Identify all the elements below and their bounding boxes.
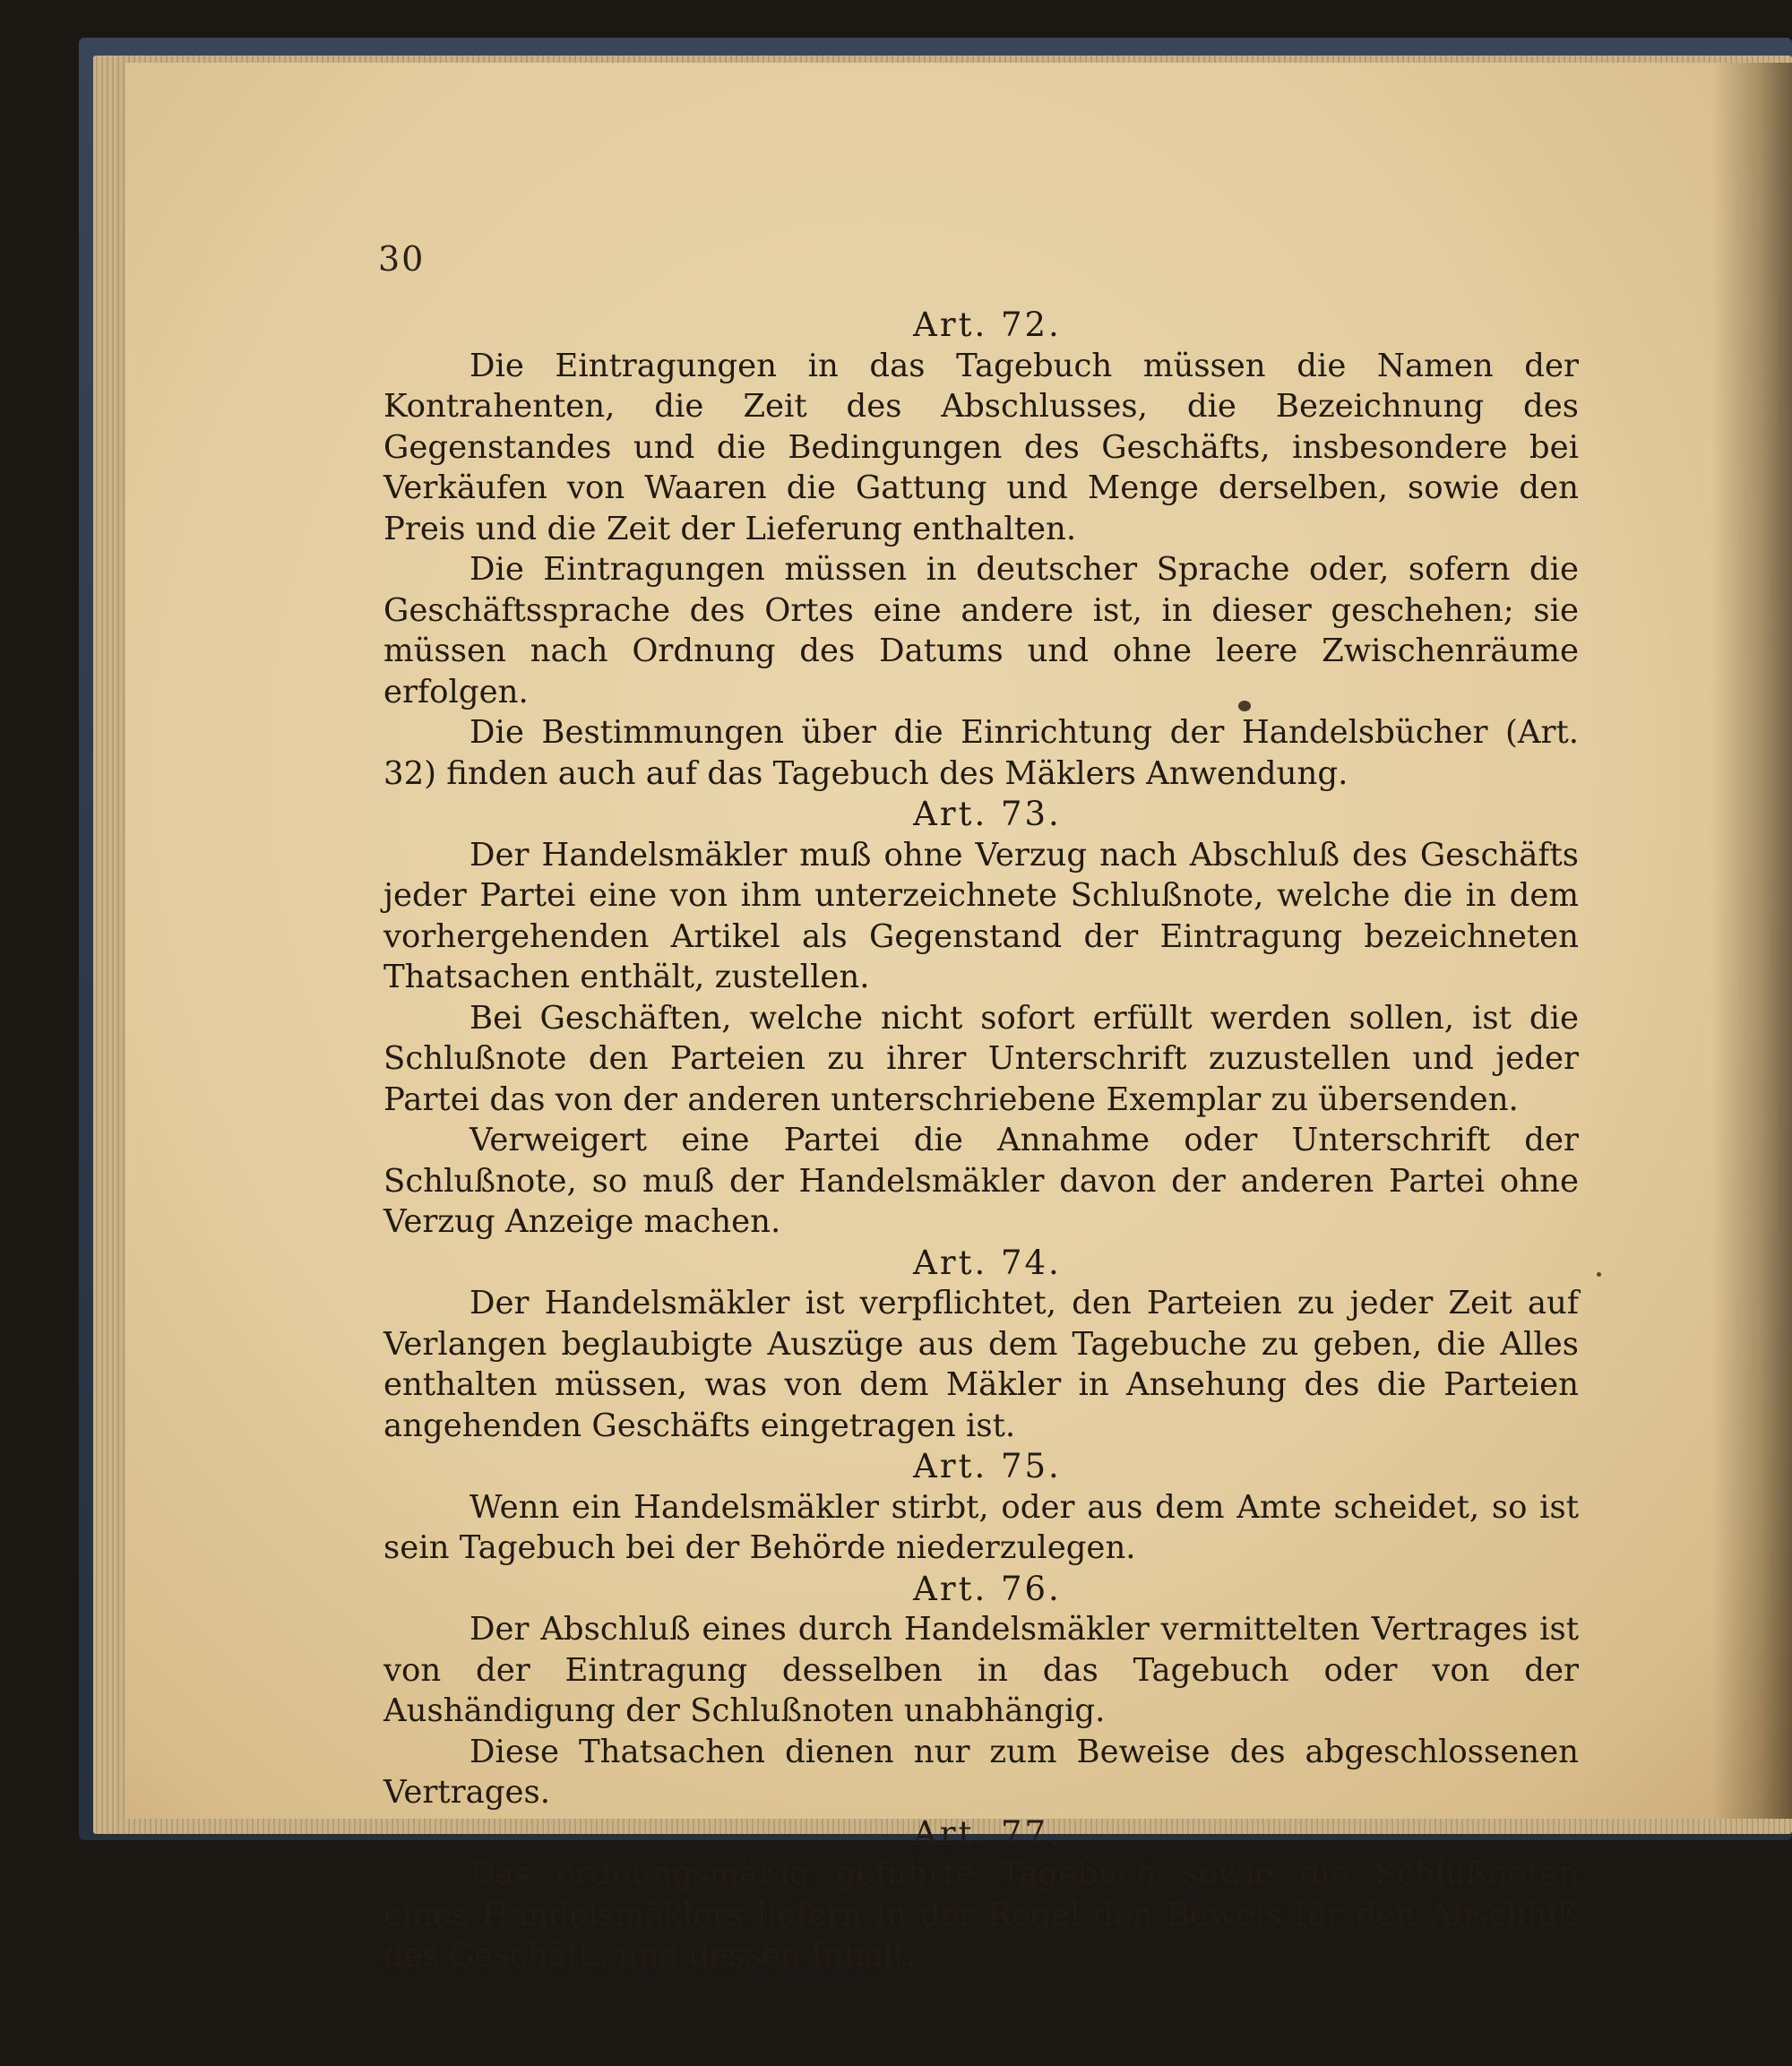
paragraph: Die Bestimmungen über die Einrichtung der Handelsbücher (Art. 32) finden auch auf das Tagebuch des Mäklers Anwendung. [383, 714, 1579, 792]
paragraph: Die Eintragungen in das Tagebuch müssen die Namen der Kontrahenten, die Zeit des Abschlusses, die Bezeichnung des Gegenstandes und die Bedingungen des Geschäfts, insbesondere bei Verkäufen von Waaren die Gattung und Menge derselben, sowie den Preis und die Zeit der Lieferung enthalten. [383, 347, 1579, 547]
article-section [383, 1813, 1579, 1976]
article-heading: Art. 76. [913, 1569, 1062, 1608]
article-section [383, 1243, 1579, 1447]
page-number: 30 [378, 239, 426, 279]
paragraph: Die Eintragungen müssen in deutscher Sprache oder, sofern die Geschäftssprache des Ortes eine andere ist, in dieser geschehen; sie müssen nach Ordnung des Datums und ohne leere Zwischenräume erfolgen. [383, 551, 1579, 710]
page-text [383, 305, 1579, 1976]
paragraph: Bei Geschäften, welche nicht sofort erfüllt werden sollen, ist die Schlußnote den Parteien zu ihrer Unterschrift zuzustellen und jeder Partei das von der anderen unterschriebene Exemplar zu übersenden. [383, 999, 1579, 1118]
paragraph: Wenn ein Handelsmäkler stirbt, oder aus dem Amte scheidet, so ist sein Tagebuch bei der Behörde niederzulegen. [383, 1488, 1579, 1566]
article-heading: Art. 77. [913, 1813, 1062, 1853]
paragraph: Der Abschluß eines durch Handelsmäkler vermittelten Vertrages ist von der Eintragung desselben in das Tagebuch oder von der Aushändigung der Schlußnoten unabhängig. [383, 1611, 1579, 1729]
paragraph: Der Handelsmäkler ist verpflichtet, den Parteien zu jeder Zeit auf Verlangen beglaubigte Auszüge aus dem Tagebuche zu geben, die Alles enthalten müssen, was von dem Mäkler in Ansehung des die Parteien angehenden Geschäfts eingetragen ist. [383, 1285, 1579, 1444]
article-section [383, 794, 1579, 1243]
article-heading: Art. 74. [913, 1243, 1062, 1282]
paragraph: Das ordnungsmäßig geführte Tagebuch sowie die Schlußnoten eines Handelsmäklers liefern in der Regel den Beweis für den Abschluß des Geschäfts und dessen Inhalt. [383, 1855, 1579, 1974]
article-section [383, 1569, 1579, 1813]
article-section [383, 1446, 1579, 1569]
ink-spot [1238, 701, 1251, 711]
article-heading: Art. 72. [913, 306, 1062, 344]
page-gutter-shadow [1711, 63, 1792, 1819]
article-heading: Art. 75. [913, 1447, 1062, 1485]
article-heading: Art. 73. [913, 795, 1062, 833]
ink-spot [1597, 1272, 1601, 1277]
paragraph: Der Handelsmäkler muß ohne Verzug nach Abschluß des Geschäfts jeder Partei eine von ihm unterzeichnete Schlußnote, welche die in dem vorhergehenden Artikel als Gegenstand der Eintragung bezeichneten Thatsachen enthält, zustellen. [383, 836, 1579, 995]
paragraph: Verweigert eine Partei die Annahme oder Unterschrift der Schlußnote, so muß der Handelsmäkler davon der anderen Partei ohne Verzug Anzeige machen. [383, 1122, 1579, 1240]
paragraph: Diese Thatsachen dienen nur zum Beweise des abgeschlossenen Vertrages. [383, 1733, 1579, 1811]
article-section [383, 305, 1579, 794]
